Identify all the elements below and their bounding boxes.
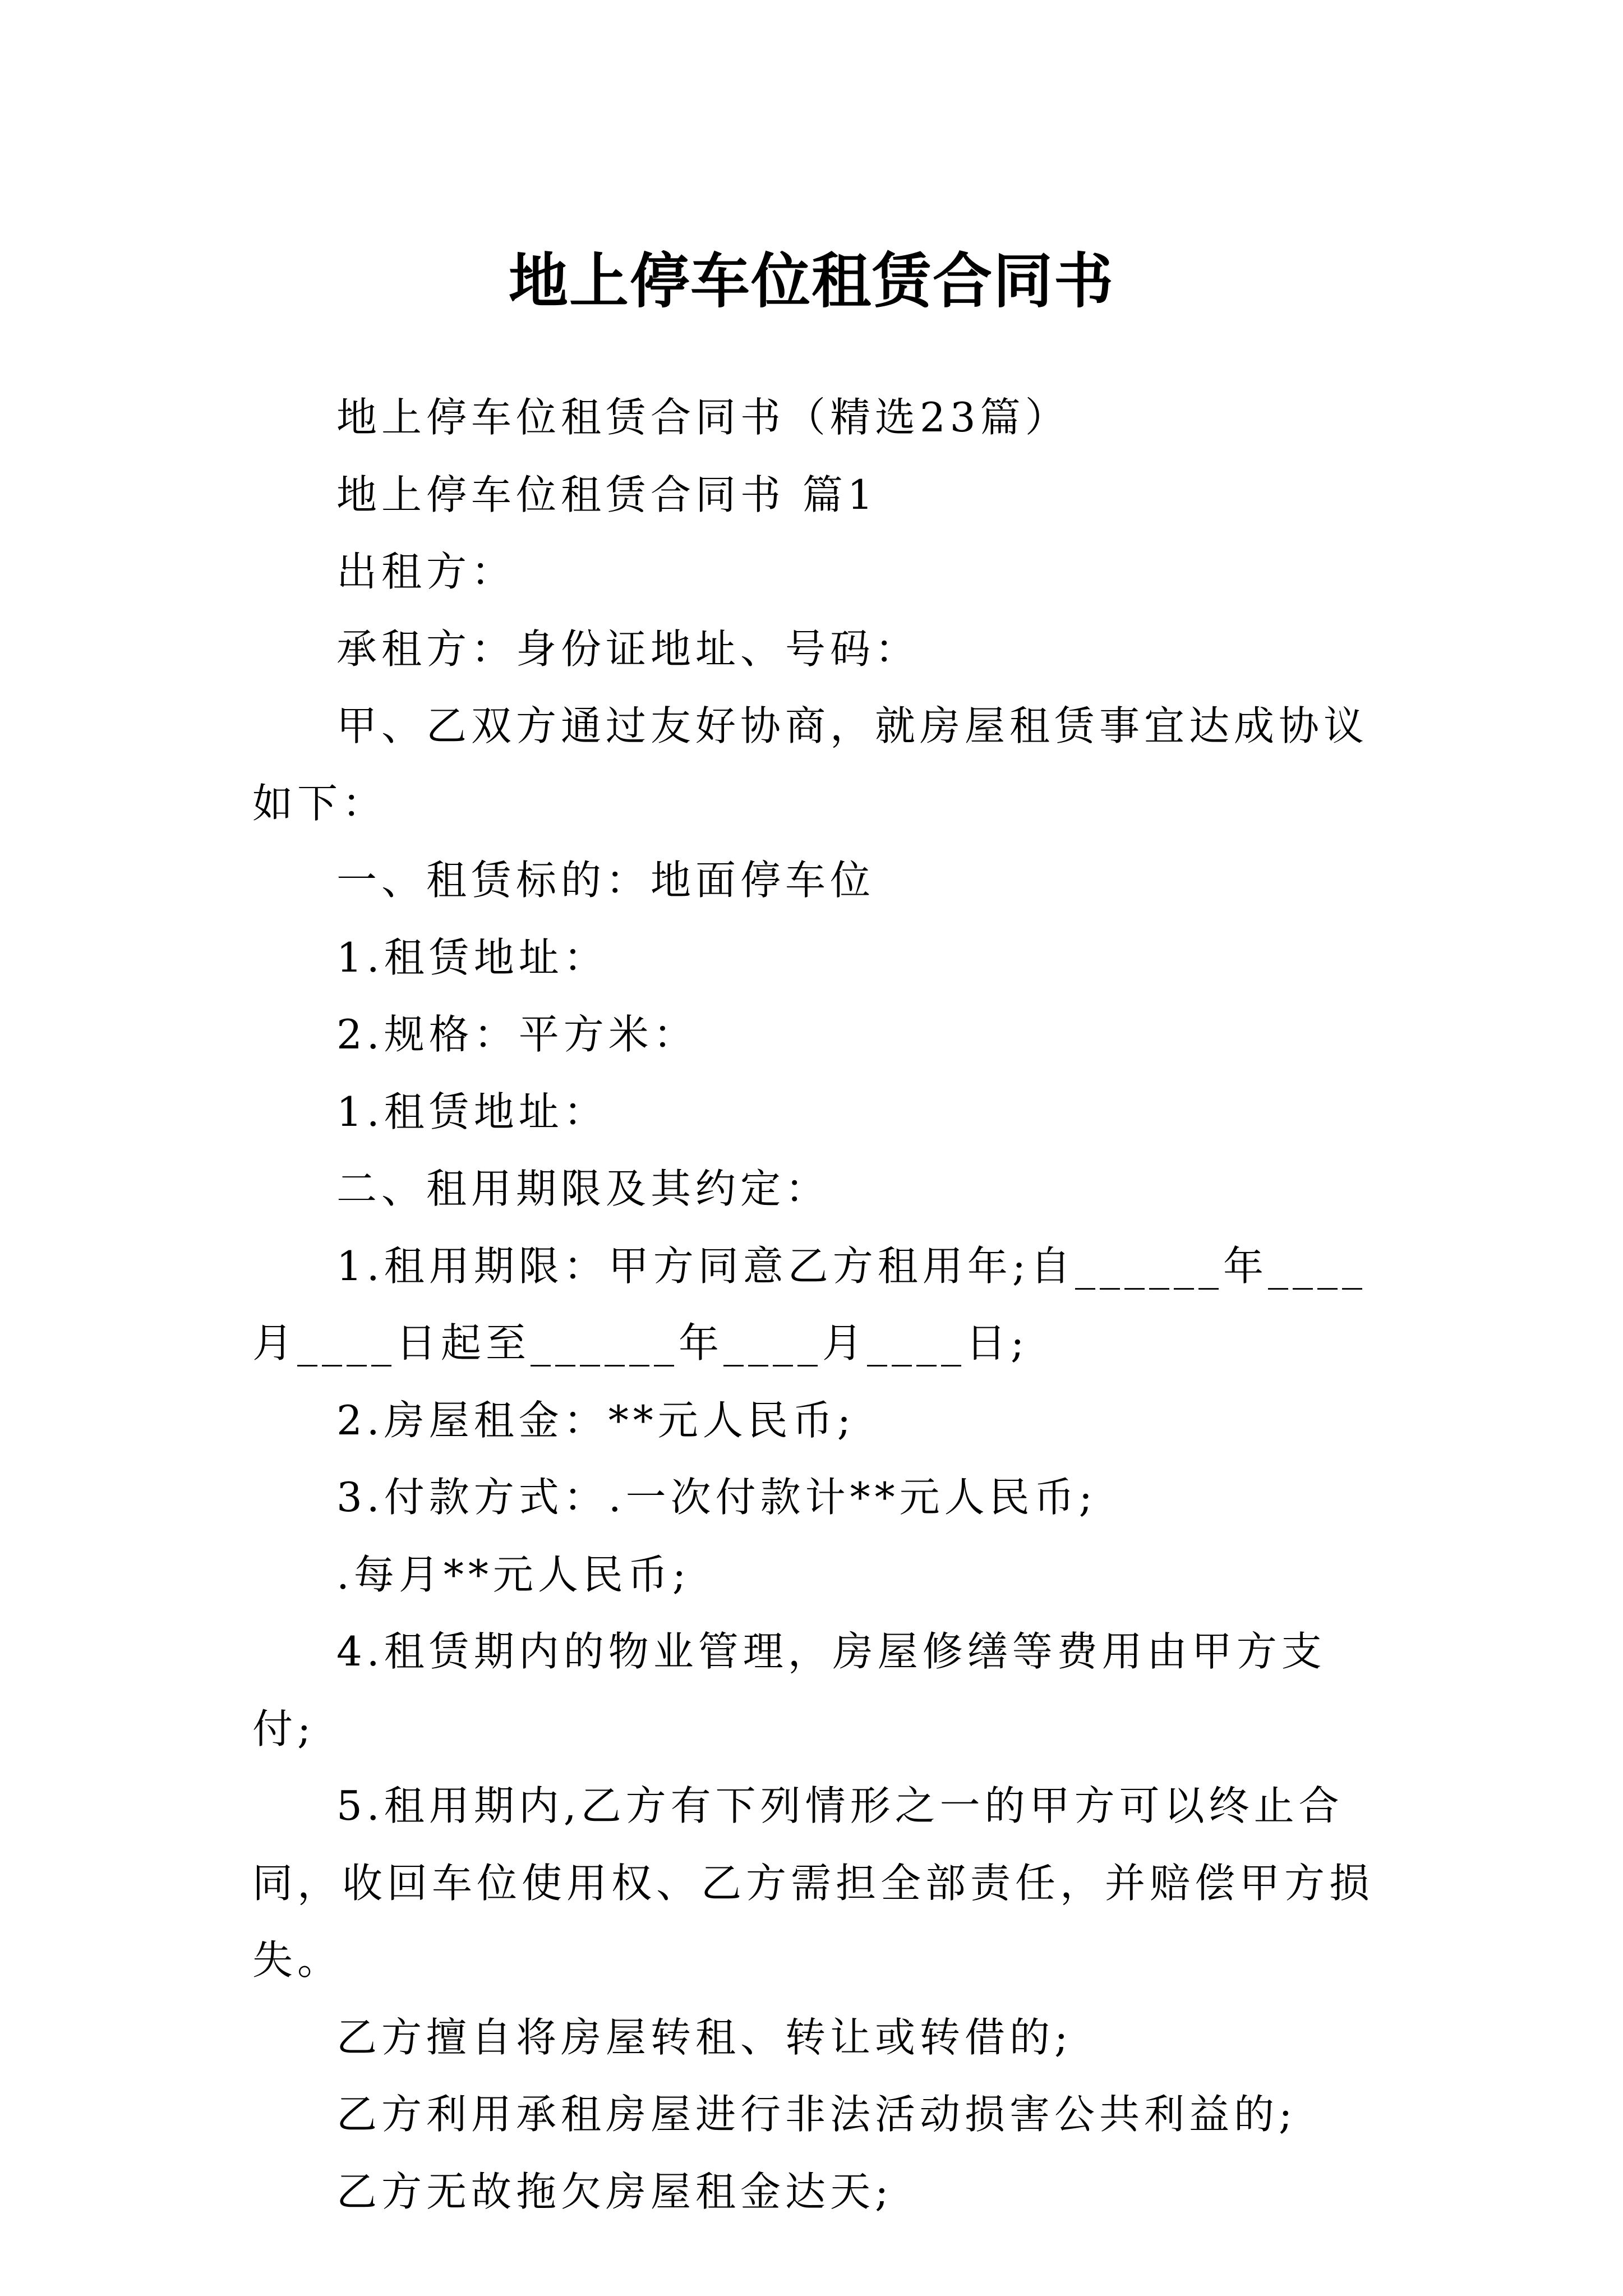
lessee-line: 承租方：身份证地址、号码：	[336, 625, 920, 673]
termination-case: 乙方无故拖欠房屋租金达天;	[336, 2168, 893, 2215]
clause-item: 1.租赁地址：	[336, 1088, 608, 1135]
clause-item: 1.租赁地址：	[336, 933, 608, 981]
subtitle-collection: 地上停车位租赁合同书（精选23篇）	[336, 394, 1070, 441]
agreement-preamble: 甲、乙双方通过友好协商，就房屋租赁事宜达成协议如下：	[252, 702, 1369, 827]
document-title: 地上停车位租赁合同书	[509, 246, 1114, 316]
clause-item-term-dates: 1.租用期限：甲方同意乙方租用年;自______年____月____日起至______年____月____日;	[252, 1242, 1367, 1366]
clause-item-termination: 5.租用期内,乙方有下列情形之一的甲方可以终止合同，收回车位使用权、乙方需担全部责任，并赔偿甲方损失。	[252, 1782, 1375, 1984]
clause-heading-term: 二、租用期限及其约定：	[336, 1165, 831, 1212]
lessor-line: 出租方：	[336, 548, 517, 595]
termination-case: 乙方利用承租房屋进行非法活动损害公共利益的;	[336, 2091, 1297, 2138]
clause-item-management: 4.租赁期内的物业管理，房屋修缮等费用由甲方支付;	[252, 1628, 1326, 1752]
termination-case: 乙方擅自将房屋转租、转让或转借的;	[336, 2013, 1073, 2061]
clause-item-rent: 2.房屋租金：**元人民币;	[336, 1396, 855, 1444]
clause-heading-subject: 一、租赁标的：地面停车位	[336, 857, 875, 904]
clause-item: 2.规格：平方米：	[336, 1011, 698, 1058]
clause-item-monthly: .每月**元人民币;	[336, 1550, 691, 1598]
document-body	[252, 379, 1380, 2230]
section-heading-part-1: 地上停车位租赁合同书 篇1	[336, 471, 878, 518]
clause-item-payment: 3.付款方式：.一次付款计**元人民币;	[336, 1474, 1097, 1521]
